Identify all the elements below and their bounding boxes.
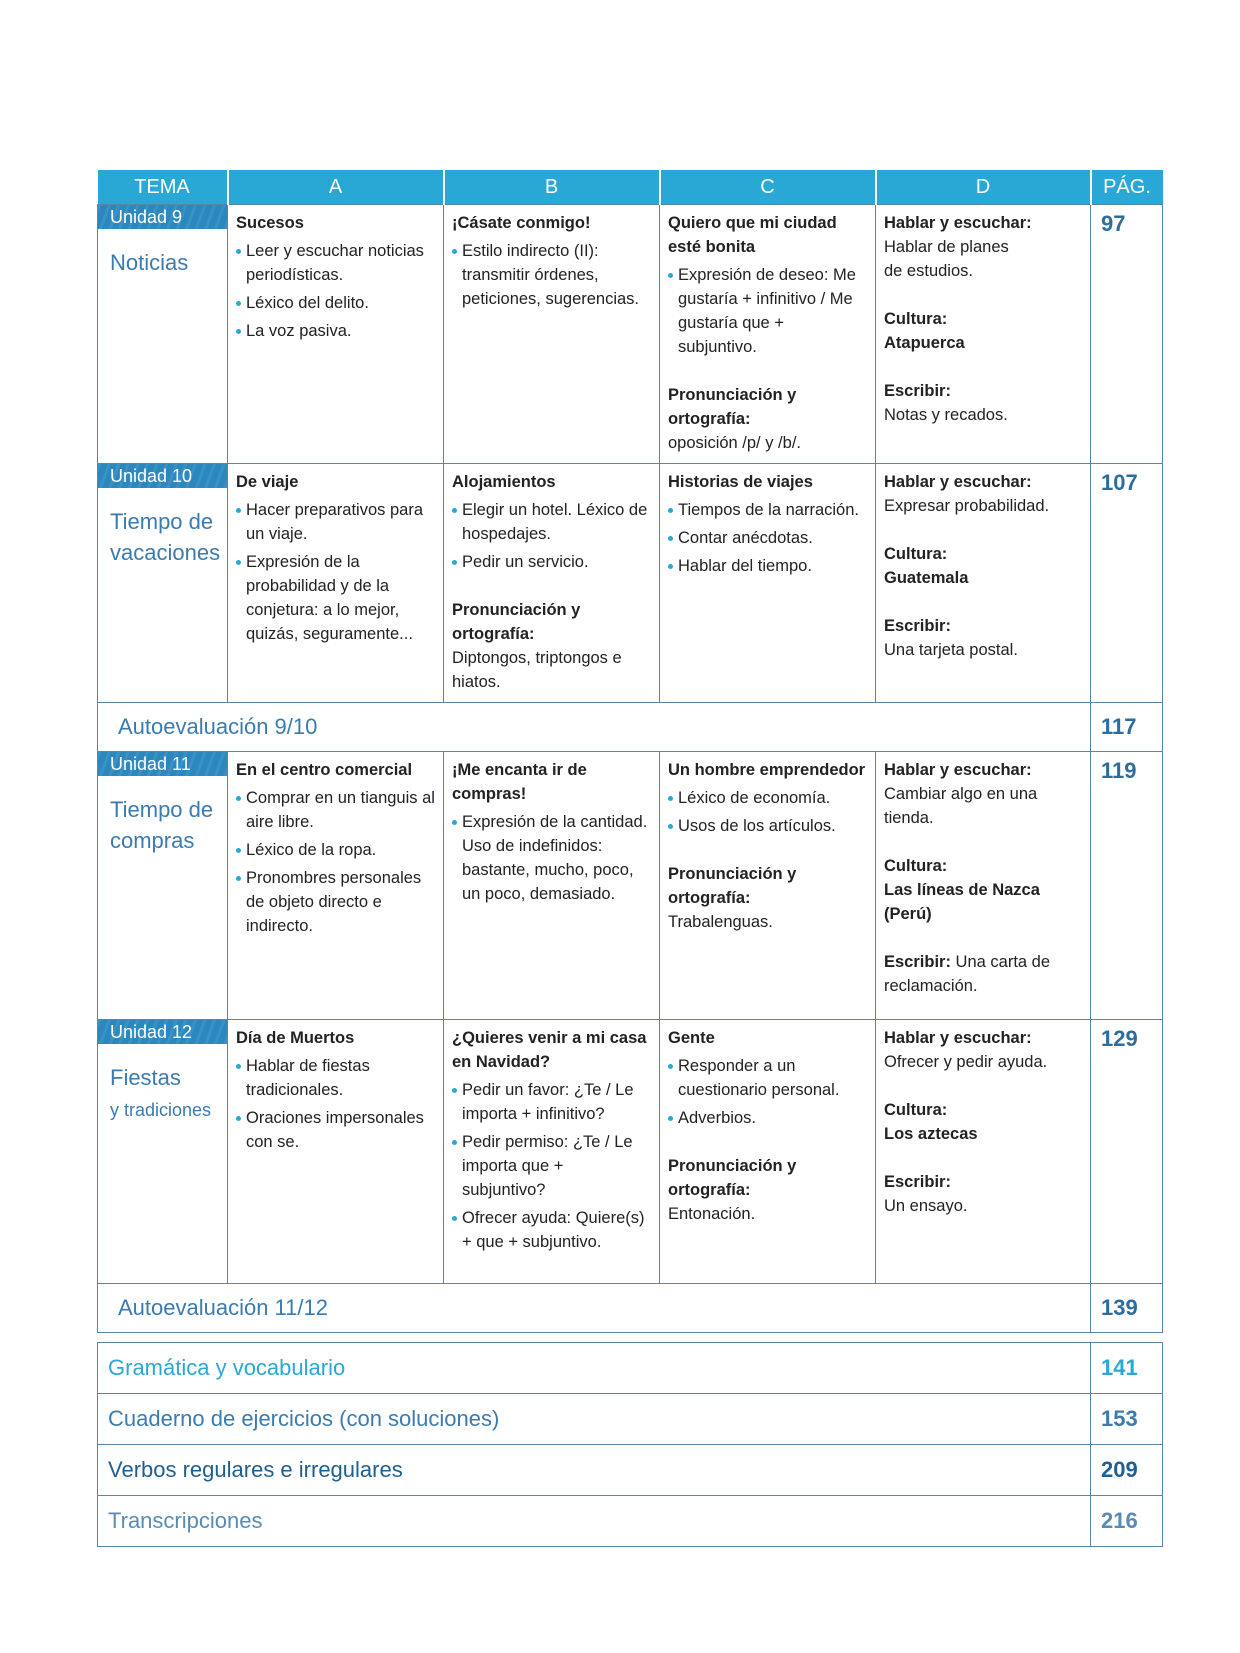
autoevaluacion-row: [98, 703, 1163, 752]
list-item: Léxico del delito.: [236, 291, 435, 315]
pron-label: Pronunciación y ortografía:: [668, 865, 797, 907]
section-title: Sucesos: [236, 214, 304, 232]
autoevaluacion-label: Autoevaluación 9/10: [98, 703, 1091, 752]
section-title: Día de Muertos: [236, 1029, 355, 1047]
section-b: [444, 1020, 660, 1284]
unit-title: Tiempo de vacaciones: [110, 509, 221, 565]
unit-badge: Unidad 11: [98, 752, 227, 776]
list-item: Hacer preparativos para un viaje.: [236, 498, 435, 546]
section-title: Quiero que mi ciudad esté bonita: [668, 214, 837, 256]
section-c: [660, 205, 876, 464]
hablar-text: Ofrecer y pedir ayuda.: [884, 1053, 1048, 1071]
list-item: Hablar de fiestas tradicionales.: [236, 1054, 435, 1102]
cultura-text: Atapuerca: [884, 334, 965, 352]
page-number: 141: [1091, 1343, 1163, 1394]
appendix-row: [98, 1445, 1163, 1496]
list-item: Léxico de la ropa.: [236, 838, 435, 862]
list-item: Ofrecer ayuda: Quiere(s) + que + subjuntivo.: [452, 1206, 651, 1254]
pron-label: Pronunciación y ortografía:: [668, 386, 797, 428]
section-d: [876, 205, 1091, 464]
hablar-text: Expresar probabilidad.: [884, 497, 1050, 515]
hablar-text: Cambiar algo en una tienda.: [884, 785, 1038, 827]
autoevaluacion-label: Autoevaluación 11/12: [98, 1284, 1091, 1333]
list-item: Pedir permiso: ¿Te / Le importa que + subjuntivo?: [452, 1130, 651, 1202]
escribir-label: Escribir:: [884, 382, 951, 400]
section-a: [228, 1020, 444, 1284]
escribir-label: Escribir:: [884, 617, 951, 635]
pron-label: Pronunciación y ortografía:: [452, 601, 581, 643]
unit-row: [98, 752, 1163, 1020]
list-item: Expresión de la cantidad. Uso de indefinidos: bastante, mucho, poco, un poco, demasiado.: [452, 810, 651, 906]
unit-row: [98, 1020, 1163, 1284]
unit-title: Fiestas y tradiciones: [110, 1065, 212, 1120]
unit-badge: Unidad 12: [98, 1020, 227, 1044]
section-title: ¡Me encanta ir de compras!: [452, 761, 587, 803]
header-row: [98, 170, 1163, 205]
header-b: B: [444, 170, 660, 205]
appendix-label: Gramática y vocabulario: [98, 1343, 1091, 1394]
page-number: 97: [1091, 205, 1163, 464]
hablar-text: Hablar de planes de estudios.: [884, 238, 1009, 280]
page-number: 216: [1091, 1496, 1163, 1547]
unit-row: [98, 464, 1163, 703]
pron-text: Diptongos, triptongos e hiatos.: [452, 649, 622, 691]
section-title: De viaje: [236, 473, 299, 491]
appendix-label: Cuaderno de ejercicios (con soluciones): [98, 1394, 1091, 1445]
appendix-row: [98, 1496, 1163, 1547]
section-title: Un hombre emprendedor: [668, 761, 866, 779]
list-item: Expresión de deseo: Me gustaría + infinitivo / Me gustaría que + subjuntivo.: [668, 263, 867, 359]
appendix-row: [98, 1394, 1163, 1445]
list-item: Tiempos de la narración.: [668, 498, 867, 522]
section-d: [876, 1020, 1091, 1284]
header-pag: PÁG.: [1091, 170, 1163, 205]
header-a: A: [228, 170, 444, 205]
pron-text: Entonación.: [668, 1205, 756, 1223]
unit-row: [98, 205, 1163, 464]
unit-title: Noticias: [110, 250, 189, 275]
header-c: C: [660, 170, 876, 205]
cultura-label: Cultura:: [884, 1101, 948, 1119]
cultura-label: Cultura:: [884, 857, 948, 875]
page-number: 153: [1091, 1394, 1163, 1445]
pron-label: Pronunciación y ortografía:: [668, 1157, 797, 1199]
page-number: 209: [1091, 1445, 1163, 1496]
section-c: [660, 752, 876, 1020]
header-tema: TEMA: [98, 170, 228, 205]
cultura-label: Cultura:: [884, 545, 948, 563]
section-b: [444, 464, 660, 703]
cultura-text: Los aztecas: [884, 1125, 978, 1143]
section-title: Alojamientos: [452, 473, 556, 491]
list-item: Estilo indirecto (II): transmitir órdenes, peticiones, sugerencias.: [452, 239, 651, 311]
cultura-label: Cultura:: [884, 310, 948, 328]
page-number: 117: [1091, 703, 1163, 752]
page-number: 119: [1091, 752, 1163, 1020]
pron-text: oposición /p/ y /b/.: [668, 434, 801, 452]
list-item: Hablar del tiempo.: [668, 554, 867, 578]
appendix-label: Verbos regulares e irregulares: [98, 1445, 1091, 1496]
list-item: Elegir un hotel. Léxico de hospedajes.: [452, 498, 651, 546]
page-number: 107: [1091, 464, 1163, 703]
section-title: ¡Cásate conmigo!: [452, 214, 591, 232]
escribir-label: Escribir:: [884, 953, 951, 971]
hablar-label: Hablar y escuchar:: [884, 1029, 1032, 1047]
list-item: Pedir un servicio.: [452, 550, 651, 574]
escribir-text: Una carta de reclamación.: [884, 953, 1051, 995]
section-title: ¿Quieres venir a mi casa en Navidad?: [452, 1029, 647, 1071]
list-item: Oraciones impersonales con se.: [236, 1106, 435, 1154]
list-item: Pedir un favor: ¿Te / Le importa + infinitivo?: [452, 1078, 651, 1126]
appendix-row: [98, 1343, 1163, 1394]
list-item: Comprar en un tianguis al aire libre.: [236, 786, 435, 834]
section-c: [660, 1020, 876, 1284]
hablar-label: Hablar y escuchar:: [884, 214, 1032, 232]
section-c: [660, 464, 876, 703]
cultura-text: Guatemala: [884, 569, 969, 587]
list-item: Contar anécdotas.: [668, 526, 867, 550]
section-title: Gente: [668, 1029, 715, 1047]
hablar-label: Hablar y escuchar:: [884, 761, 1032, 779]
list-item: Leer y escuchar noticias periodísticas.: [236, 239, 435, 287]
section-a: [228, 205, 444, 464]
section-b: [444, 205, 660, 464]
appendix-label: Transcripciones: [98, 1496, 1091, 1547]
section-a: [228, 752, 444, 1020]
list-item: Expresión de la probabilidad y de la conjetura: a lo mejor, quizás, seguramente...: [236, 550, 435, 646]
section-b: [444, 752, 660, 1020]
list-item: Pronombres personales de objeto directo e indirecto.: [236, 866, 435, 938]
list-item: La voz pasiva.: [236, 319, 435, 343]
list-item: Responder a un cuestionario personal.: [668, 1054, 867, 1102]
section-d: [876, 464, 1091, 703]
list-item: Usos de los artículos.: [668, 814, 867, 838]
autoevaluacion-row: [98, 1284, 1163, 1333]
escribir-label: Escribir:: [884, 1173, 951, 1191]
pron-text: Trabalenguas.: [668, 913, 773, 931]
section-a: [228, 464, 444, 703]
appendix-table: [97, 1342, 1163, 1547]
toc-table: [97, 170, 1163, 1333]
escribir-text: Notas y recados.: [884, 406, 1008, 424]
list-item: Adverbios.: [668, 1106, 867, 1130]
list-item: Léxico de economía.: [668, 786, 867, 810]
section-title: Historias de viajes: [668, 473, 813, 491]
cultura-text: Las líneas de Nazca (Perú): [884, 881, 1040, 923]
page-number: 129: [1091, 1020, 1163, 1284]
page-number: 139: [1091, 1284, 1163, 1333]
unit-title: Tiempo de compras: [110, 797, 214, 853]
header-d: D: [876, 170, 1091, 205]
section-d: [876, 752, 1091, 1020]
section-title: En el centro comercial: [236, 761, 413, 779]
unit-badge: Unidad 9: [98, 205, 227, 229]
escribir-text: Un ensayo.: [884, 1197, 968, 1215]
escribir-text: Una tarjeta postal.: [884, 641, 1018, 659]
hablar-label: Hablar y escuchar:: [884, 473, 1032, 491]
unit-badge: Unidad 10: [98, 464, 227, 488]
